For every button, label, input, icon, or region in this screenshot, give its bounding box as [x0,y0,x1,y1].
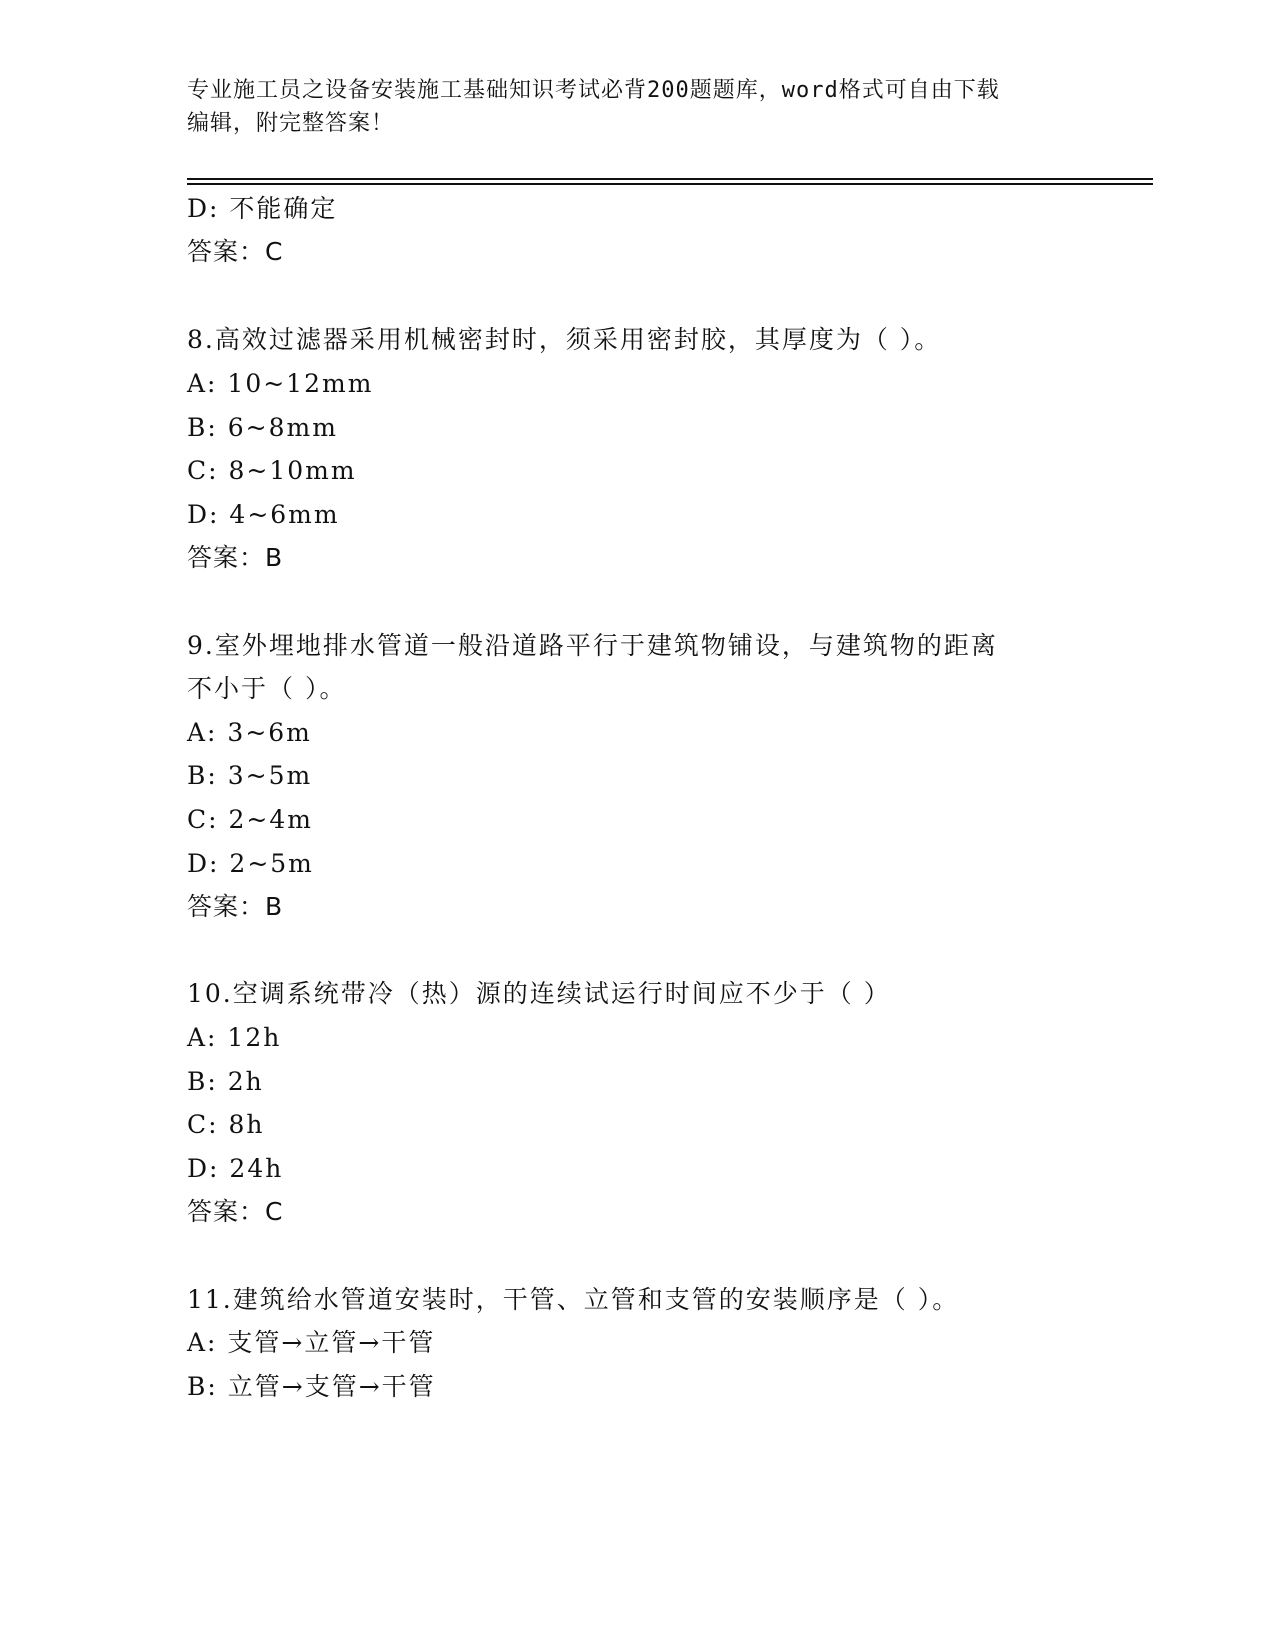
option-line: B: 6~8mm [187,413,338,442]
answer-line: 答案：B [187,892,284,921]
header-divider-bottom [187,183,1153,185]
option-line: B: 立管→支管→干管 [187,1372,436,1401]
option-line: D: 4~6mm [187,500,340,529]
option-line: B: 2h [187,1067,264,1096]
document-header [187,74,1067,140]
option-line: A: 3~6m [187,718,312,747]
option-line: C: 8h [187,1110,265,1139]
answer-line: 答案：C [187,237,284,266]
option-line: D: 不能确定 [187,194,338,223]
question-line: 9.室外埋地排水管道一般沿道路平行于建筑物铺设，与建筑物的距离 [187,631,998,660]
option-line: A: 10~12mm [187,369,374,398]
header-line-2: 编辑，附完整答案！ [187,111,395,136]
header-divider-top [187,178,1153,180]
question-line: 11.建筑给水管道安装时，干管、立管和支管的安装顺序是（ ）。 [187,1285,960,1314]
option-line: B: 3~5m [187,761,313,790]
option-line: A: 支管→立管→干管 [187,1328,436,1357]
option-line: C: 2~4m [187,805,313,834]
question-line: 10.空调系统带冷（热）源的连续试运行时间应不少于（ ） [187,979,891,1008]
question-line: 8.高效过滤器采用机械密封时，须采用密封胶，其厚度为（ ）。 [187,325,942,354]
option-line: D: 2~5m [187,849,314,878]
option-line: C: 8~10mm [187,456,357,485]
answer-line: 答案：B [187,543,284,572]
option-line: A: 12h [187,1023,282,1052]
question-line: 不小于（ ）。 [187,674,347,703]
answer-line: 答案：C [187,1197,284,1226]
header-line-1: 专业施工员之设备安装施工基础知识考试必背200题题库，word格式可自由下载 [187,78,1000,103]
option-line: D: 24h [187,1154,284,1183]
